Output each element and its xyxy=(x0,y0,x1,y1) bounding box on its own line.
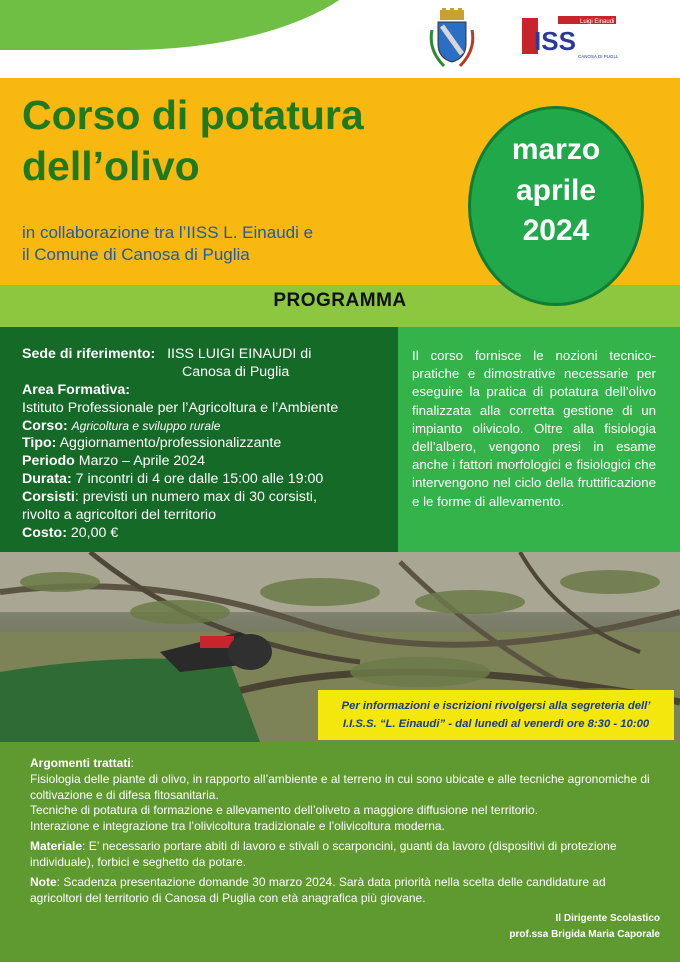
date-badge-text xyxy=(468,130,644,252)
costo-label: Costo: xyxy=(22,524,67,541)
corsisti-label: Corsisti xyxy=(22,489,75,506)
argomenti-item-3: Interazione e integrazione tra l’olivicoltura tradizionale e l’olivicoltura moderna. xyxy=(30,819,445,834)
argomenti-item-2: Tecniche di potatura di formazione e allevamento dell’oliveto a maggiore diffusione nel territorio. xyxy=(30,803,539,818)
sede-value: IISS LUIGI EINAUDI di xyxy=(167,346,312,362)
signature-name: prof.ssa Brigida Maria Caporale xyxy=(509,929,660,940)
iiss-logo xyxy=(520,14,618,60)
page-title xyxy=(22,90,472,193)
badge-year: 2024 xyxy=(522,214,590,247)
signature xyxy=(480,911,660,943)
course-description: Il corso fornisce le nozioni tecnico-pratiche e dimostrative necessarie per eseguire la pratica di potatura dell’olivo finalizzata alla corretta gestione di un impianto olivicolo. Oltre alla fisiologia dell’albero, vengono presi in esame anche i fattori morfologici e fisiologici che intervengono nel ciclo della fruttificazione e le forme di allevamento. xyxy=(412,348,656,509)
corso-value: Agricoltura e sviluppo rurale xyxy=(71,418,221,433)
title-line-2: dell’olivo xyxy=(22,143,200,190)
contact-line-1: Per informazioni e iscrizioni rivolgersi alla segreteria dell’ xyxy=(341,700,651,712)
course-info xyxy=(22,346,392,543)
periodo-label: Periodo xyxy=(22,453,75,470)
programma-heading: PROGRAMMA xyxy=(273,290,407,311)
argomenti-colon: : xyxy=(130,756,135,770)
argomenti-item-1: Fisiologia delle piante di olivo, in rapporto all’ambiente e al terreno in cui sono ubicate e alle tecniche agronomiche di coltivazione e di difesa fitosanitaria. xyxy=(30,771,650,802)
periodo-value: Marzo – Aprile 2024 xyxy=(78,453,205,470)
badge-month-2: aprile xyxy=(515,173,597,207)
title-line-1: Corso di potatura xyxy=(22,92,364,138)
iss-logo-small-bottom: CANOSA DI PUGLIA xyxy=(578,54,618,59)
durata-value: 7 incontri di 4 ore dalle 15:00 alle 19:00 xyxy=(75,471,324,488)
sede-value-2: Canosa di Puglia xyxy=(182,363,290,380)
signature-role: Il Dirigente Scolastico xyxy=(555,913,660,924)
iss-logo-text: ISS xyxy=(534,26,576,56)
argomenti-label: Argomenti trattati xyxy=(30,756,131,770)
subtitle-line-1: in collaborazione tra l’IISS L. Einaudi e xyxy=(22,223,314,242)
coat-of-arms-icon xyxy=(428,8,476,72)
subtitle xyxy=(22,222,422,266)
note-label: Note xyxy=(30,874,57,889)
details-text xyxy=(30,756,660,910)
contact-info xyxy=(318,697,674,733)
badge-month-1: marzo xyxy=(511,133,601,166)
durata-label: Durata: xyxy=(22,471,72,488)
materiale-value: : E’ necessario portare abiti di lavoro e stivali o scarponcini, guanti da lavoro (dispositivi di protezione individuale), forbici e seghetto da potare. xyxy=(30,839,617,869)
note-value: : Scadenza presentazione domande 30 marzo 2024. Sarà data priorità nella scelta delle candidature ad agricoltori del territorio di Canosa di Puglia con età anagrafica più giovane. xyxy=(30,874,606,905)
subtitle-line-2: il Comune di Canosa di Puglia xyxy=(22,245,250,265)
tipo-label: Tipo: xyxy=(22,435,57,452)
materiale-label: Materiale xyxy=(30,839,83,854)
sede-label: Sede di riferimento: xyxy=(22,346,156,362)
area-label: Area Formativa: xyxy=(22,381,131,398)
area-value: Istituto Professionale per l’Agricoltura e l’Ambiente xyxy=(22,399,339,416)
contact-line-2: I.I.S.S. “L. Einaudi” - dal lunedì al venerdì ore 8:30 - 10:00 xyxy=(342,718,650,731)
corsisti-value: : previsti un numero max di 30 corsisti, xyxy=(74,489,317,506)
corso-label: Corso: xyxy=(22,417,68,434)
costo-value: 20,00 € xyxy=(70,524,119,541)
tipo-value: Aggiornamento/professionalizzante xyxy=(59,435,282,452)
iss-logo-small-top: Luigi Einaudi xyxy=(580,19,615,25)
corsisti-value-2: rivolto a agricoltori del territorio xyxy=(22,507,216,524)
